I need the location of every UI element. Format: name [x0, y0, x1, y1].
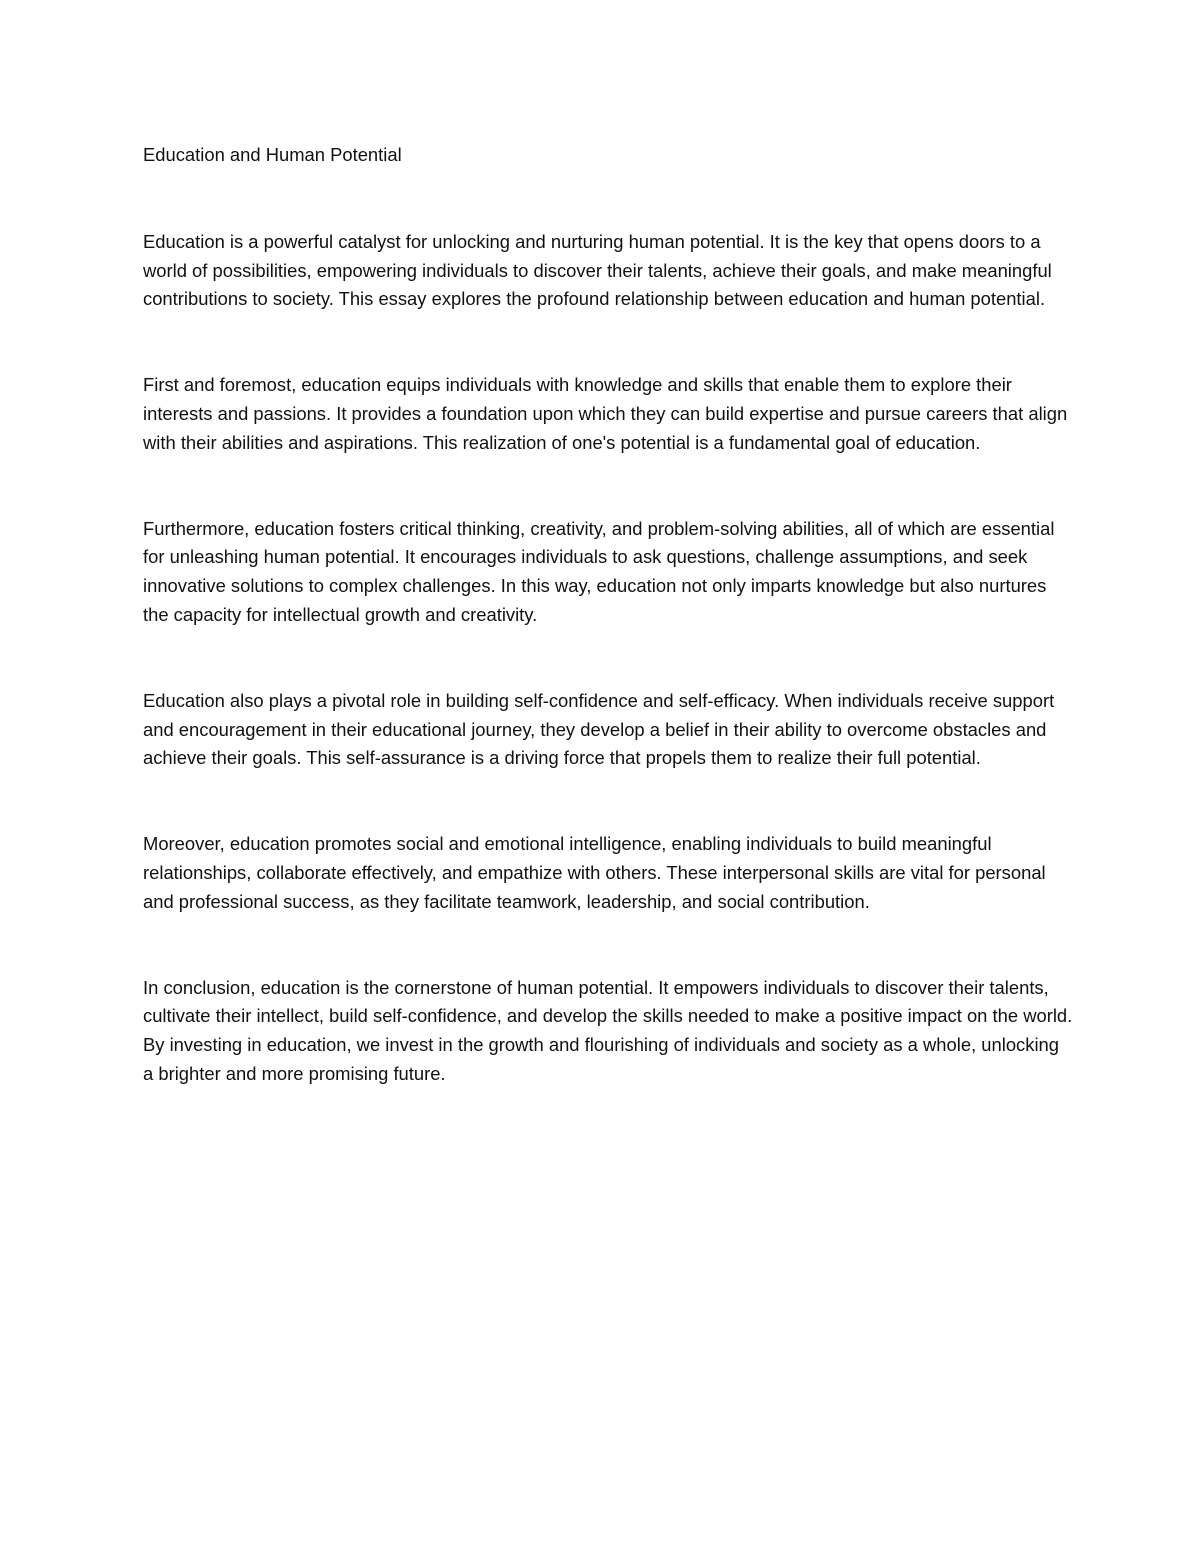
paragraph-critical-thinking: Furthermore, education fosters critical thinking, creativity, and problem-solving abilities, all of which are essential for unleashing human potential. It encourages individuals to ask questions, challenge assumptions, and seek innovative solutions to complex challenges. In this way, education not only imparts knowledge but also nurtures the capacity for intellectual growth and creativity. [143, 517, 1055, 625]
paragraph-social-intelligence: Moreover, education promotes social and emotional intelligence, enabling individuals to build meaningful relationships, collaborate effectively, and empathize with others. These interpersonal skills are vital for personal and professional success, as they facilitate teamwork, leadership, and social contribution. [143, 833, 1046, 912]
document-body [143, 141, 1073, 1089]
document-title: Education and Human Potential [143, 144, 402, 165]
paragraph-introduction: Education is a powerful catalyst for unlocking and nurturing human potential. It is the key that opens doors to a world of possibilities, empowering individuals to discover their talents, achieve their goals, and make meaningful contributions to society. This essay explores the profound relationship between education and human potential. [143, 230, 1052, 310]
paragraph-self-confidence: Education also plays a pivotal role in building self-confidence and self-efficacy. When individuals receive support and encouragement in their educational journey, they develop a belief in their ability to overcome obstacles and achieve their goals. This self-assurance is a driving force that propels them to realize their full potential. [143, 689, 1055, 769]
paragraph-conclusion: In conclusion, education is the cornerstone of human potential. It empowers individuals to discover their talents, cultivate their intellect, build self-confidence, and develop the skills needed to make a positive impact on the world. By investing in education, we invest in the growth and flourishing of individuals and society as a whole, unlocking a brighter and more promising future. [143, 976, 1073, 1084]
paragraph-knowledge-skills: First and foremost, education equips individuals with knowledge and skills that enable them to explore their interests and passions. It provides a foundation upon which they can build expertise and pursue careers that align with their abilities and aspirations. This realization of one's potential is a fundamental goal of education. [143, 374, 1068, 453]
